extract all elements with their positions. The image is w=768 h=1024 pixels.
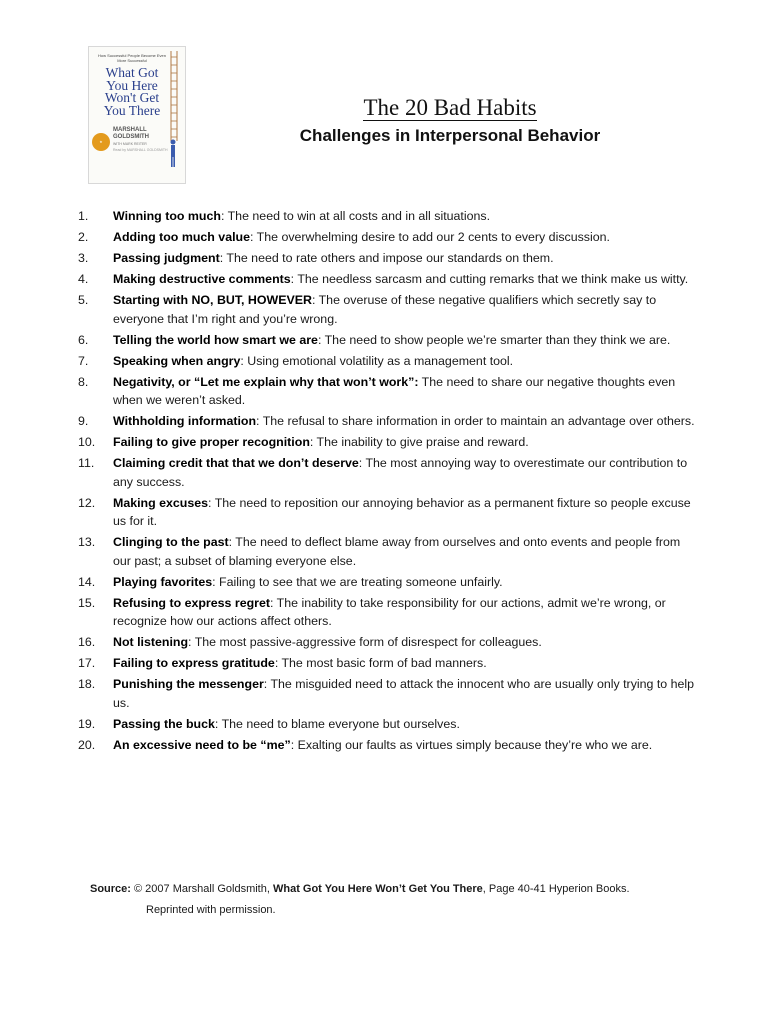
- list-item: 10. Failing to give proper recognition: The inability to give praise and reward.: [78, 435, 529, 449]
- source-pages: , Page 40-41 Hyperion Books.: [482, 883, 630, 895]
- page-title: The 20 Bad Habits: [363, 95, 537, 120]
- list-item: 12. Making excuses: The need to reposition our annoying behavior as a permanent fixture so people excuse us for it.: [78, 495, 691, 528]
- page-subtitle: Challenges in Interpersonal Behavior: [299, 126, 601, 145]
- book-reader: Read by MARSHALL GOLDSMITH: [113, 148, 168, 152]
- list-item: 5. Starting with NO, BUT, HOWEVER: The overuse of these negative qualifiers which secretly say to everyone that I’m right and you’re wrong.: [78, 293, 657, 326]
- book-coauthor: WITH MARK REITER: [113, 142, 147, 146]
- book-tagline: How Successful People Become Even More Successful: [97, 53, 167, 63]
- list-item: 2. Adding too much value: The overwhelming desire to add our 2 cents to every discussion.: [78, 230, 610, 244]
- list-item: 9. Withholding information: The refusal to share information in order to maintain an advantage over others.: [78, 414, 695, 428]
- list-item: 17. Failing to express gratitude: The most basic form of bad manners.: [78, 656, 487, 670]
- list-item: 14. Playing favorites: Failing to see that we are treating someone unfairly.: [78, 574, 503, 589]
- list-item: 19. Passing the buck: The need to blame everyone but ourselves.: [78, 716, 460, 731]
- list-item: 16. Not listening: The most passive-aggressive form of disrespect for colleagues.: [78, 635, 542, 649]
- list-item: 1. Winning too much: The need to win at all costs and in all situations.: [78, 209, 491, 223]
- bestseller-badge: ★: [92, 133, 110, 151]
- list-item: 3. Passing judgment: The need to rate others and impose our standards on them.: [78, 251, 554, 265]
- list-item: 18. Punishing the messenger: The misguided need to attack the innocent who are usually only trying to help us.: [78, 677, 695, 710]
- list-item: 11. Claiming credit that that we don’t deserve: The most annoying way to overestimate our contribution to any success.: [78, 456, 688, 489]
- source-copyright: © 2007 Marshall Goldsmith,: [130, 883, 273, 895]
- list-item: 13. Clinging to the past: The need to deflect blame away from ourselves and onto events and people from our past; a subset of blaming everyone else.: [78, 535, 681, 568]
- source-label: Source:: [90, 883, 131, 895]
- list-item: 15. Refusing to express regret: The inability to take responsibility for our actions, admit we’re wrong, or recognize how our actions affect others.: [78, 595, 666, 628]
- list-item: 8. Negativity, or “Let me explain why that won’t work”: The need to share our negative thoughts even when we weren’t asked.: [78, 374, 676, 407]
- list-item: 20. An excessive need to be “me”: Exalting our faults as virtues simply because they’re who we are.: [78, 737, 653, 752]
- book-author: MARSHALL GOLDSMITH: [113, 127, 149, 140]
- book-cover-title: What Got You Here Won't Get You There: [103, 65, 161, 118]
- list-item: 7. Speaking when angry: Using emotional volatility as a management tool.: [78, 353, 514, 368]
- list-item: 4. Making destructive comments: The needless sarcasm and cutting remarks that we think make us witty.: [78, 272, 689, 286]
- source-citation: [90, 879, 730, 921]
- list-item: 6. Telling the world how smart we are: The need to show people we’re smarter than they think we are.: [78, 332, 671, 347]
- source-permission: Reprinted with permission.: [146, 904, 276, 916]
- habits-list: [78, 207, 698, 757]
- source-book-title: What Got You Here Won’t Get You There: [272, 883, 483, 895]
